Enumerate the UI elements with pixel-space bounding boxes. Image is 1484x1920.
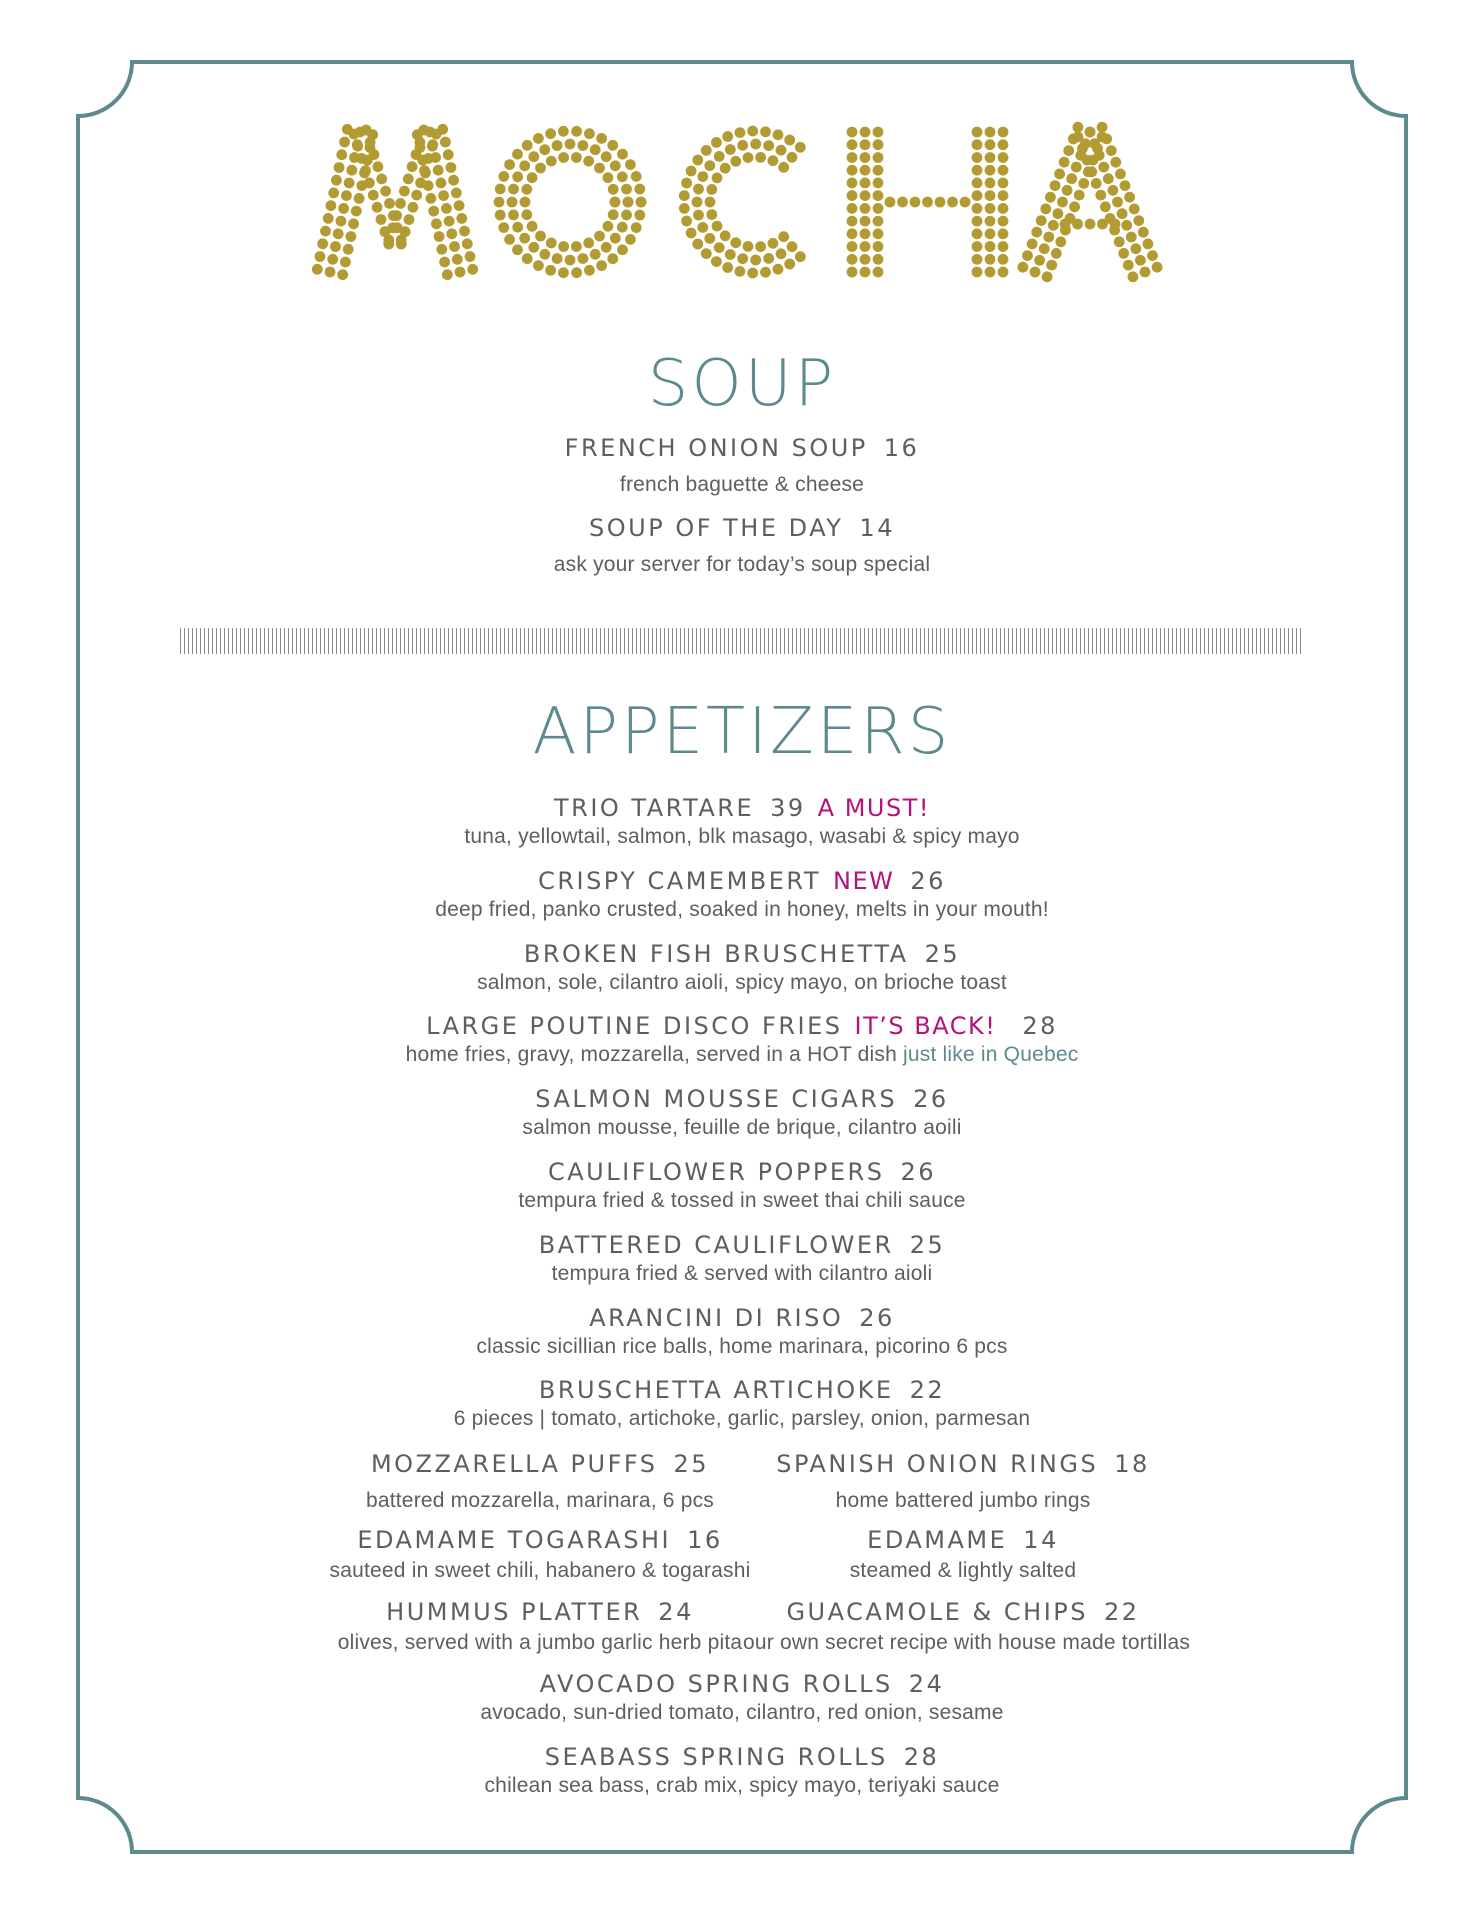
menu-item-desc-row xyxy=(0,899,1484,920)
item-description-text: tuna, yellowtail, salmon, blk masago, wasabi & spicy mayo xyxy=(464,825,1020,848)
item-description-text: our own secret recipe with house made tortillas xyxy=(743,1631,1191,1654)
menu-item xyxy=(0,1378,1484,1402)
item-price: 25 xyxy=(924,940,961,968)
item-price: 25 xyxy=(909,1231,946,1259)
item-price: 22 xyxy=(909,1376,946,1404)
menu-item xyxy=(0,796,1484,820)
menu-item-name xyxy=(0,1087,1484,1111)
item-title: EDAMAME xyxy=(867,1526,1008,1554)
menu-item xyxy=(0,516,1484,540)
item-price: 26 xyxy=(913,1085,949,1113)
menu-item xyxy=(0,1087,1484,1111)
menu-item-name xyxy=(320,1600,760,1624)
menu-item-name xyxy=(743,1528,1183,1552)
menu-item-desc-row xyxy=(0,1044,1484,1065)
menu-item-description xyxy=(743,1490,1183,1511)
menu-item-description xyxy=(0,1117,1484,1138)
menu-item-description xyxy=(320,1560,760,1581)
item-title: AVOCADO SPRING ROLLS xyxy=(539,1670,893,1698)
menu-item-description xyxy=(0,1336,1484,1357)
menu-item-desc-row xyxy=(320,1490,760,1511)
item-title: SPANISH ONION RINGS xyxy=(776,1450,1099,1478)
item-price: 28 xyxy=(1022,1012,1058,1040)
menu-item-desc-row xyxy=(0,826,1484,847)
menu-item xyxy=(743,1452,1183,1476)
item-price: 24 xyxy=(658,1598,694,1626)
menu-item-description xyxy=(743,1631,1191,1654)
menu-item-description xyxy=(0,1044,1484,1065)
item-title: SOUP OF THE DAY xyxy=(589,514,844,542)
menu-item-name xyxy=(0,436,1484,460)
item-description-text: home fries, gravy, mozzarella, served in a HOT dish xyxy=(405,1043,897,1066)
menu-item-name xyxy=(0,942,1484,966)
menu-item-description xyxy=(743,1560,1183,1581)
item-description-text: classic sicillian rice balls, home marinara, picorino 6 pcs xyxy=(476,1335,1008,1358)
menu-item-name xyxy=(0,516,1484,540)
item-price: 39 xyxy=(770,794,806,822)
menu-item-desc-row xyxy=(0,554,1484,575)
menu-item xyxy=(0,869,1484,893)
item-title: LARGE POUTINE DISCO FRIES xyxy=(426,1012,843,1040)
menu-item-desc-row xyxy=(0,1702,1484,1723)
item-description-text: avocado, sun-dried tomato, cilantro, red onion, sesame xyxy=(480,1701,1004,1724)
menu-item-desc-row xyxy=(0,1263,1484,1284)
item-price: 28 xyxy=(903,1743,940,1771)
item-title: CAULIFLOWER POPPERS xyxy=(547,1158,885,1186)
item-description-text: salmon, sole, cilantro aioli, spicy mayo, on brioche toast xyxy=(477,971,1007,994)
item-price: 14 xyxy=(859,514,895,542)
menu-item-desc-row xyxy=(320,1560,760,1581)
appetizers-section-title xyxy=(0,695,1484,769)
item-price: 26 xyxy=(910,867,946,895)
item-price: 14 xyxy=(1023,1526,1059,1554)
menu-item-name xyxy=(0,1306,1484,1330)
item-description-text: tempura fried & served with cilantro aioli xyxy=(551,1262,933,1285)
item-description-highlight: just like in Quebec xyxy=(903,1043,1079,1066)
menu-item-desc-row xyxy=(743,1560,1183,1581)
menu-item-desc-row xyxy=(0,1117,1484,1138)
item-price: 26 xyxy=(900,1158,937,1186)
menu-item xyxy=(0,436,1484,460)
menu-item-description xyxy=(0,1702,1484,1723)
item-price: 26 xyxy=(859,1304,895,1332)
menu-item-desc-row xyxy=(0,1775,1484,1796)
item-title: SALMON MOUSSE CIGARS xyxy=(535,1085,898,1113)
item-price: 16 xyxy=(687,1526,723,1554)
item-description-text: deep fried, panko crusted, soaked in honey, melts in your mouth! xyxy=(435,898,1049,921)
menu-item-name xyxy=(0,1160,1484,1184)
item-price: 16 xyxy=(883,434,920,462)
menu-item xyxy=(320,1452,760,1476)
item-description-text: chilean sea bass, crab mix, spicy mayo, teriyaki sauce xyxy=(484,1774,1000,1797)
menu-item xyxy=(0,1672,1484,1696)
menu-item xyxy=(0,1233,1484,1257)
menu-item-desc-row xyxy=(0,972,1484,993)
item-description-text: sauteed in sweet chili, habanero & togarashi xyxy=(329,1559,751,1582)
item-title: CRISPY CAMEMBERT xyxy=(538,867,822,895)
menu-item-desc-row xyxy=(0,474,1484,495)
item-title: ARANCINI DI RISO xyxy=(589,1304,844,1332)
menu-item-description xyxy=(0,1775,1484,1796)
item-description-text: ask your server for today’s soup special xyxy=(553,553,931,576)
menu-item-description xyxy=(320,1490,760,1511)
item-title: HUMMUS PLATTER xyxy=(386,1598,643,1626)
menu-item-name xyxy=(743,1600,1183,1624)
menu-item xyxy=(0,942,1484,966)
item-description-text: home battered jumbo rings xyxy=(835,1489,1091,1512)
menu-item-name xyxy=(0,1745,1484,1769)
appetizers-title: APPETIZERS xyxy=(532,695,952,769)
item-title: BROKEN FISH BRUSCHETTA xyxy=(523,940,909,968)
item-badge: IT’S BACK! xyxy=(854,1012,997,1040)
menu-item-desc-row xyxy=(0,1408,1484,1429)
menu-item-description xyxy=(0,554,1484,575)
menu-item-name xyxy=(0,1672,1484,1696)
menu-item xyxy=(320,1528,760,1552)
menu-item-description xyxy=(0,1263,1484,1284)
menu-item-desc-row xyxy=(0,1336,1484,1357)
menu-item-name xyxy=(0,1014,1484,1038)
menu-item-description xyxy=(0,1408,1484,1429)
menu-item-desc-row xyxy=(0,1190,1484,1211)
menu-item-desc-row xyxy=(743,1490,1183,1511)
item-description-text: 6 pieces | tomato, artichoke, garlic, parsley, onion, parmesan xyxy=(453,1407,1031,1430)
item-title: GUACAMOLE & CHIPS xyxy=(786,1598,1088,1626)
item-badge: NEW xyxy=(833,867,895,895)
menu-item-description xyxy=(0,972,1484,993)
menu-item-description xyxy=(320,1632,760,1653)
menu-item-desc-row xyxy=(743,1631,1191,1654)
item-price: 22 xyxy=(1103,1598,1140,1626)
item-title: FRENCH ONION SOUP xyxy=(564,434,868,462)
item-description-text: tempura fried & tossed in sweet thai chili sauce xyxy=(518,1189,966,1212)
menu-item xyxy=(0,1160,1484,1184)
mocha-logo xyxy=(300,108,1180,288)
item-price: 25 xyxy=(673,1450,710,1478)
menu-item-name xyxy=(0,796,1484,820)
menu-item xyxy=(0,1745,1484,1769)
item-description-text: olives, served with a jumbo garlic herb pita xyxy=(337,1631,743,1654)
menu-item-name xyxy=(0,1233,1484,1257)
menu-item-name xyxy=(0,1378,1484,1402)
item-price: 24 xyxy=(908,1670,945,1698)
item-description-text: french baguette & cheese xyxy=(619,473,865,496)
menu-item xyxy=(743,1528,1183,1552)
menu-item-name xyxy=(320,1452,760,1476)
item-description-text: salmon mousse, feuille de brique, cilantro aoili xyxy=(522,1116,962,1139)
item-title: BRUSCHETTA ARTICHOKE xyxy=(538,1376,894,1404)
item-title: MOZZARELLA PUFFS xyxy=(370,1450,658,1478)
menu-item-desc-row xyxy=(320,1632,760,1653)
menu-item xyxy=(320,1600,760,1624)
section-divider xyxy=(180,628,1302,654)
menu-item-name xyxy=(743,1452,1183,1476)
soup-title: SOUP xyxy=(647,347,837,421)
menu-item xyxy=(743,1600,1183,1624)
item-description-text: battered mozzarella, marinara, 6 pcs xyxy=(365,1489,715,1512)
menu-item-description xyxy=(0,899,1484,920)
item-price: 18 xyxy=(1114,1450,1150,1478)
menu-item-name xyxy=(0,869,1484,893)
soup-section-title xyxy=(0,347,1484,421)
item-title: EDAMAME TOGARASHI xyxy=(357,1526,672,1554)
menu-item-description xyxy=(0,1190,1484,1211)
item-title: BATTERED CAULIFLOWER xyxy=(538,1231,894,1259)
item-title: TRIO TARTARE xyxy=(553,794,755,822)
item-badge: A MUST! xyxy=(817,794,931,822)
item-title: SEABASS SPRING ROLLS xyxy=(544,1743,888,1771)
menu-item xyxy=(0,1014,1484,1038)
menu-item-name xyxy=(320,1528,760,1552)
item-description-text: steamed & lightly salted xyxy=(849,1559,1077,1582)
menu-item-description xyxy=(0,826,1484,847)
menu-item-description xyxy=(0,474,1484,495)
menu-item xyxy=(0,1306,1484,1330)
